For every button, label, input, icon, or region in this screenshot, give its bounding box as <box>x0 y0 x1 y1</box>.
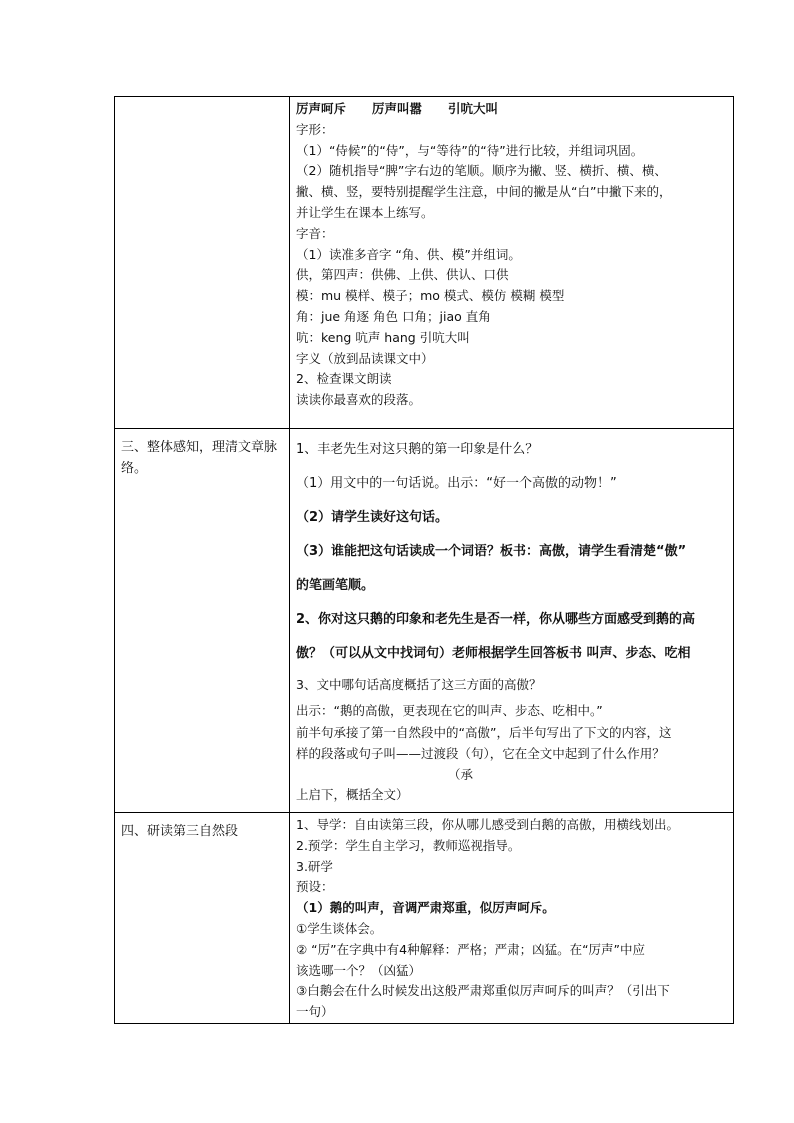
text-line: 2、检查课文朗读 <box>296 371 392 387</box>
text-line: 出示：“鹅的高傲，更表现在它的叫声、步态、吃相中。” <box>296 703 603 718</box>
text-line: （1）“侍候”的“侍”，与“等待”的“待”进行比较，并组词巩固。 <box>296 142 644 158</box>
text-line: （承 <box>448 766 474 782</box>
text-line <box>290 467 733 501</box>
text-line: ③白鹅会在什么时候发出这般严肃郑重似厉声呵斥的叫声？（引出下 <box>296 983 670 999</box>
text-line: （1）读准多音字 “角、供、模”并组词。 <box>296 246 521 262</box>
quote-line: （1）用文中的一句话说。出示：“好一个高傲的动物！” <box>296 476 617 491</box>
text-line: （3）谁能把这句话读成一个词语？板书：高傲，请学生看清楚“傲” <box>296 544 687 559</box>
text-line: 的笔画笔顺。 <box>296 578 375 593</box>
text-line: 并让学生在课本上练写。 <box>296 204 434 220</box>
text-line: 1、导学：自由读第三段，你从哪儿感受到白鹅的高傲，用横线划出。 <box>296 817 679 832</box>
text-line: 吭：keng 吭声 hang 引吭大叫 <box>296 329 470 345</box>
text-line: 3.研学 <box>296 858 333 874</box>
lesson-plan-table <box>114 96 734 1024</box>
text-line: （2）请学生读好这句话。 <box>296 510 449 525</box>
stage-cell <box>115 813 290 1024</box>
text-line: 样的段落或句子叫——过渡段（句），它在全文中起到了什么作用？ <box>296 745 665 761</box>
text-line: ①学生谈体会。 <box>296 920 383 936</box>
stage-label: 三、整体感知，理清文章脉络。 <box>121 440 278 476</box>
heading-word: 引吭大叫 <box>448 101 499 116</box>
text-line: 模：mu 模样、模子；mo 模式、模仿 模糊 模型 <box>296 288 565 304</box>
text-line: 1、丰老先生对这只鹅的第一印象是什么？ <box>296 442 539 457</box>
text-line: 撇、横、竖，要特别提醒学生注意，中间的撇是从“白”中撇下来的， <box>296 184 672 200</box>
vocabulary-heading <box>290 97 733 120</box>
text-line: （2）随机指导“脾”字右边的笔顺。顺序为撇、竖、横折、横、横、 <box>296 163 667 179</box>
text-line: 供，第四声：供佛、上供、供认、口供 <box>296 267 509 283</box>
stage-cell <box>115 97 290 429</box>
heading-word: 厉声呵斥 <box>296 101 347 116</box>
text-line: 3、文中哪句话高度概括了这三方面的高傲？ <box>296 677 542 692</box>
content-cell <box>290 429 734 813</box>
text-line: 傲？（可以从文中找词句）老师根据学生回答板书 叫声、步态、吃相 <box>296 646 691 661</box>
stage-label: 四、研读第三自然段 <box>121 824 239 839</box>
text-line: 上启下，概括全文） <box>296 787 409 803</box>
text-line: 一句） <box>296 1004 334 1020</box>
text-line: 字音： <box>296 225 334 241</box>
text-line: 字义（放到品读课文中） <box>296 350 434 366</box>
text-line: 读读你最喜欢的段落。 <box>296 392 422 408</box>
text-line: 2.预学：学生自主学习，教师巡视指导。 <box>296 837 521 853</box>
text-line: ② “厉”在字典中有4种解释：严格；严肃；凶猛。在“厉声”中应 <box>296 941 646 957</box>
text-line: 字形： <box>296 121 334 137</box>
stage-cell <box>115 429 290 813</box>
heading-word: 厉声叫嚣 <box>372 101 423 116</box>
text-line: 2、你对这只鹅的印象和老先生是否一样，你从哪些方面感受到鹅的高 <box>296 612 696 627</box>
text-line: 前半句承接了第一自然段中的“高傲”，后半句写出了下文的内容，这 <box>296 725 672 740</box>
text-line: 预设： <box>296 879 334 895</box>
text-line: （1）鹅的叫声，音调严肃郑重，似厉声呵斥。 <box>296 900 555 916</box>
content-cell <box>290 97 734 429</box>
text-line: 角：jue 角逐 角色 口角；jiao 直角 <box>296 308 491 324</box>
stage-label <box>115 97 289 105</box>
table-row <box>115 813 734 1024</box>
table-row <box>115 97 734 429</box>
table-row <box>115 429 734 813</box>
content-cell <box>290 813 734 1024</box>
text-line: 该选哪一个？（凶猛） <box>296 962 422 978</box>
